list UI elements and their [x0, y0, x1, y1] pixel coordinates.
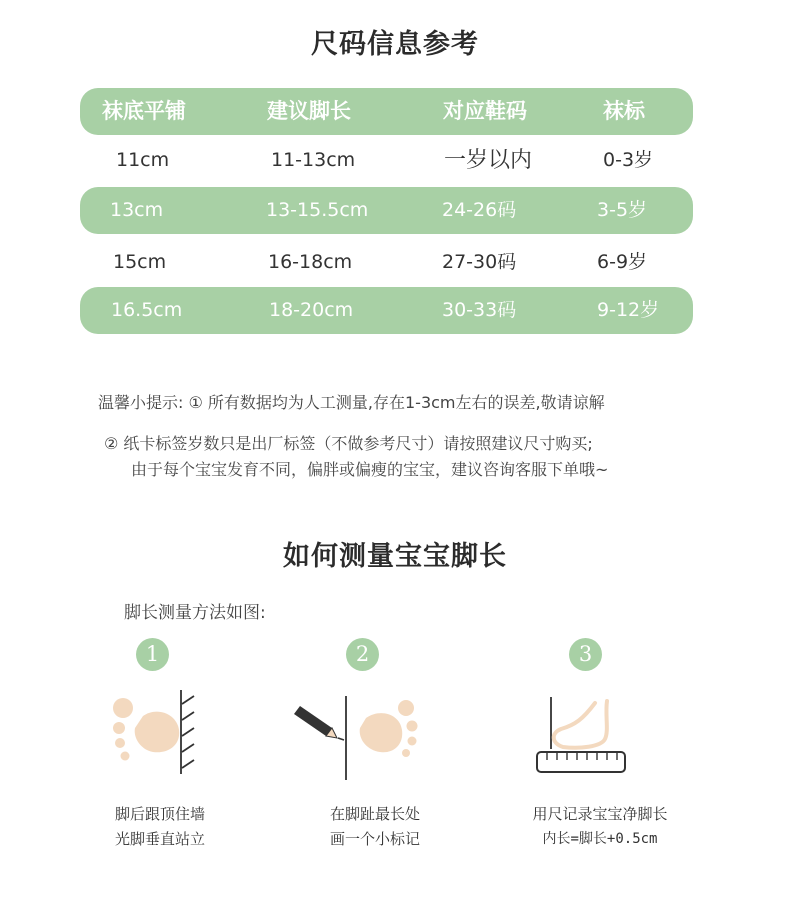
step-3-caption-line-2: 内长=脚长+0.5cm [542, 831, 658, 847]
tip-line-3: 由于每个宝宝发育不同，偏胖或偏瘦的宝宝，建议咨询客服下单哦~ [131, 460, 609, 479]
measure-section-title: 如何测量宝宝脚长 [283, 541, 507, 572]
cell-foot-length: 16-18cm [268, 251, 353, 273]
cell-foot-length: 11-13cm [271, 149, 356, 171]
cell-age: 6-9岁 [597, 251, 648, 273]
cell-foot-length: 18-20cm [269, 299, 354, 321]
step-number-1: 1 [136, 638, 169, 671]
header-shoe-size: 对应鞋码 [443, 99, 527, 123]
tip-line-1: 温馨小提示: ① 所有数据均为人工测量,存在1-3cm左右的误差,敬请谅解 [98, 393, 605, 412]
cell-shoe-size: 一岁以内 [444, 148, 533, 173]
step-2-caption-line-2: 画一个小标记 [329, 830, 420, 848]
table-row [80, 287, 693, 334]
step-1-caption-line-1: 脚后跟顶住墙 [114, 805, 205, 823]
cell-shoe-size: 27-30码 [442, 251, 517, 273]
measure-subtitle: 脚长测量方法如图: [124, 603, 266, 623]
header-sock-length: 袜底平铺 [102, 99, 186, 123]
cell-age: 9-12岁 [597, 299, 660, 321]
step-number-3: 3 [569, 638, 602, 671]
wall-icon [175, 690, 205, 776]
size-table-header [80, 88, 693, 135]
table-row [80, 187, 693, 234]
size-section-title: 尺码信息参考 [311, 29, 479, 60]
tip-line-2: ② 纸卡标签岁数只是出厂标签（不做参考尺寸）请按照建议尺寸购买; [104, 434, 593, 453]
cell-age: 3-5岁 [597, 199, 648, 221]
step-3-caption-line-1: 用尺记录宝宝净脚长 [532, 805, 668, 823]
step-number-2: 2 [346, 638, 379, 671]
ruler-icon [535, 748, 630, 778]
footprint-icon [340, 690, 420, 776]
header-sock-label: 袜标 [603, 99, 645, 123]
table-row [80, 239, 693, 286]
cell-sock-length: 15cm [113, 251, 167, 273]
cell-age: 0-3岁 [603, 149, 654, 171]
cell-foot-length: 13-15.5cm [266, 199, 369, 221]
cell-shoe-size: 24-26码 [442, 199, 517, 221]
cell-shoe-size: 30-33码 [442, 299, 517, 321]
cell-sock-length: 13cm [110, 199, 164, 221]
table-row [80, 137, 693, 184]
step-2-caption-line-1: 在脚趾最长处 [329, 805, 420, 823]
cell-sock-length: 11cm [116, 149, 170, 171]
header-foot-length: 建议脚长 [267, 99, 351, 123]
cell-sock-length: 16.5cm [111, 299, 183, 321]
step-1-caption-line-2: 光脚垂直站立 [114, 830, 205, 848]
